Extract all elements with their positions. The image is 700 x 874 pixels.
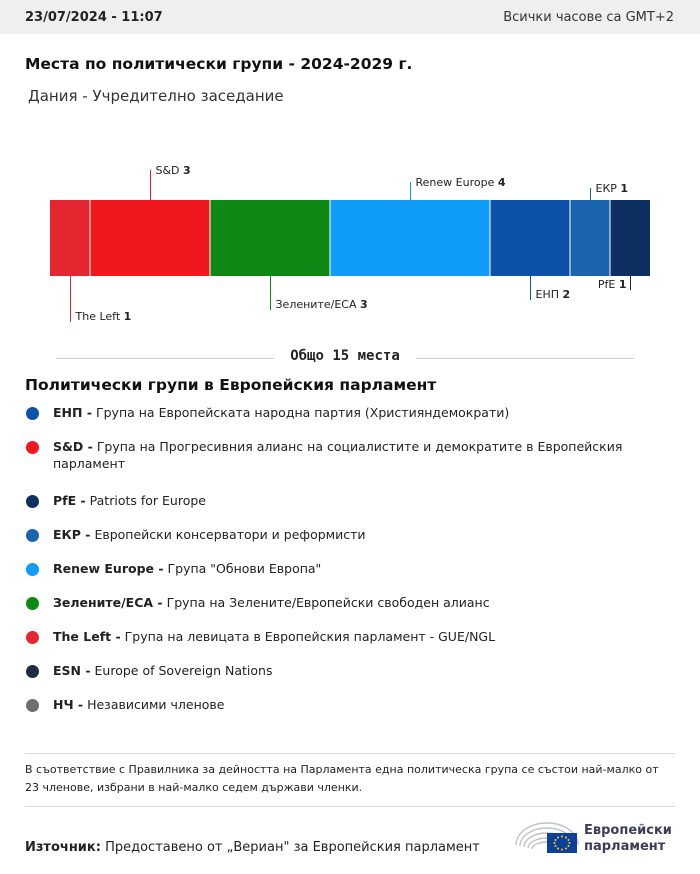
bar-segment [330, 200, 490, 276]
logo-text [584, 823, 672, 855]
legend-text: Група "Обнови Европа" [167, 561, 322, 576]
page-title: Места по политически групи - 2024-2029 г. [25, 55, 413, 73]
legend-abbr: НЧ - [53, 697, 84, 712]
legend-item [25, 696, 675, 713]
bar-category-label: Зелените/ЕСА [275, 298, 360, 311]
bar-data-label [276, 298, 368, 311]
legend-color-dot [26, 495, 39, 508]
bar-value-label: 3 [360, 298, 368, 311]
legend-abbr: Зелените/ЕСА - [53, 595, 163, 610]
bar-category-label: ЕНП [535, 288, 563, 301]
legend-text: Група на Прогресивния алианс на социалистите и демократите в Европейския парламент [53, 439, 623, 471]
rules-note: В съответствие с Правилника за дейността на Парламента една политическа група се състои най-малко от 23 членове, избрани в най-малко седем държави членки. [25, 763, 659, 794]
legend-abbr: ESN - [53, 663, 91, 678]
bar-segment [50, 200, 90, 276]
bar-value-label: 2 [562, 288, 571, 301]
divider [25, 753, 675, 754]
legend-text: Група на левицата в Европейския парламент - GUE/NGL [124, 629, 496, 644]
legend-item [25, 662, 675, 679]
parliament-emblem-icon [514, 815, 580, 857]
legend-item [25, 594, 675, 611]
legend-abbr: The Left - [53, 629, 121, 644]
bar-segment [610, 200, 650, 276]
page-subtitle: Дания - Учредително заседание [28, 87, 284, 105]
bar-data-label [598, 278, 627, 291]
legend-abbr: ЕНП - [53, 405, 93, 420]
legend-text: Група на Европейската народна партия (Християндемократи) [96, 405, 510, 420]
legend-item [25, 404, 675, 421]
legend-color-dot [26, 699, 39, 712]
legend-item [25, 492, 675, 509]
bar-value-label: 1 [620, 182, 629, 195]
legend-color-dot [26, 441, 39, 454]
bar-value-label: 3 [183, 164, 191, 177]
legend-color-dot [26, 407, 39, 420]
legend-item [25, 628, 675, 645]
legend-color-dot [26, 665, 39, 678]
legend-color-dot [26, 529, 39, 542]
source-text: Предоставено от „Вериан" за Европейския парламент [105, 840, 480, 855]
legend-item [25, 560, 675, 577]
logo-line-1: Европейски [584, 823, 672, 838]
legend-text: Европейски консерватори и реформисти [94, 527, 366, 542]
legend-color-dot [26, 631, 39, 644]
seats-stacked-bar-chart [0, 150, 700, 330]
european-parliament-logo [514, 815, 684, 857]
bar-data-label [596, 182, 629, 195]
divider-right [416, 358, 634, 359]
legend-item [25, 438, 675, 472]
legend-abbr: Renew Europe - [53, 561, 164, 576]
top-bar [0, 0, 700, 34]
bar-segment [90, 200, 210, 276]
legend-text: Група на Зелените/Европейски свободен алианс [166, 595, 490, 610]
total-seats-row [56, 346, 634, 370]
legend-abbr: S&D - [53, 439, 93, 454]
bar-value-label: 4 [497, 176, 506, 189]
bar-category-label: The Left [75, 310, 124, 323]
divider [25, 806, 675, 807]
legend-color-dot [26, 563, 39, 576]
source-line [25, 840, 480, 855]
legend-abbr: ЕКР - [53, 527, 91, 542]
bar-segment [210, 200, 330, 276]
bar-category-label: ЕКР [595, 182, 621, 195]
legend-text: Patriots for Europe [89, 493, 206, 508]
bar-segment [570, 200, 610, 276]
source-label: Източник: [25, 840, 101, 855]
legend-text: Europe of Sovereign Nations [94, 663, 273, 678]
legend-item [25, 526, 675, 543]
bar-value-label: 1 [618, 278, 627, 291]
legend-abbr: PfE - [53, 493, 86, 508]
logo-line-2: парламент [584, 839, 666, 854]
total-seats-label: Общо 15 места [290, 348, 400, 364]
bar-data-label [536, 288, 571, 301]
timezone-note: Всички часове са GMT+2 [503, 9, 674, 25]
legend-title: Политически групи в Европейския парламент [25, 376, 437, 394]
bar-value-label: 1 [123, 310, 132, 323]
bar-category-label: Renew Europe [415, 176, 498, 189]
legend-color-dot [26, 597, 39, 610]
bar-data-label [75, 310, 132, 323]
legend-text: Независими членове [87, 697, 225, 712]
bar-data-label [156, 164, 191, 177]
datetime: 23/07/2024 - 11:07 [25, 9, 163, 25]
bar-data-label [416, 176, 506, 189]
bar-category-label: PfE [597, 278, 619, 291]
bar-category-label: S&D [155, 164, 184, 177]
bar-segment [490, 200, 570, 276]
